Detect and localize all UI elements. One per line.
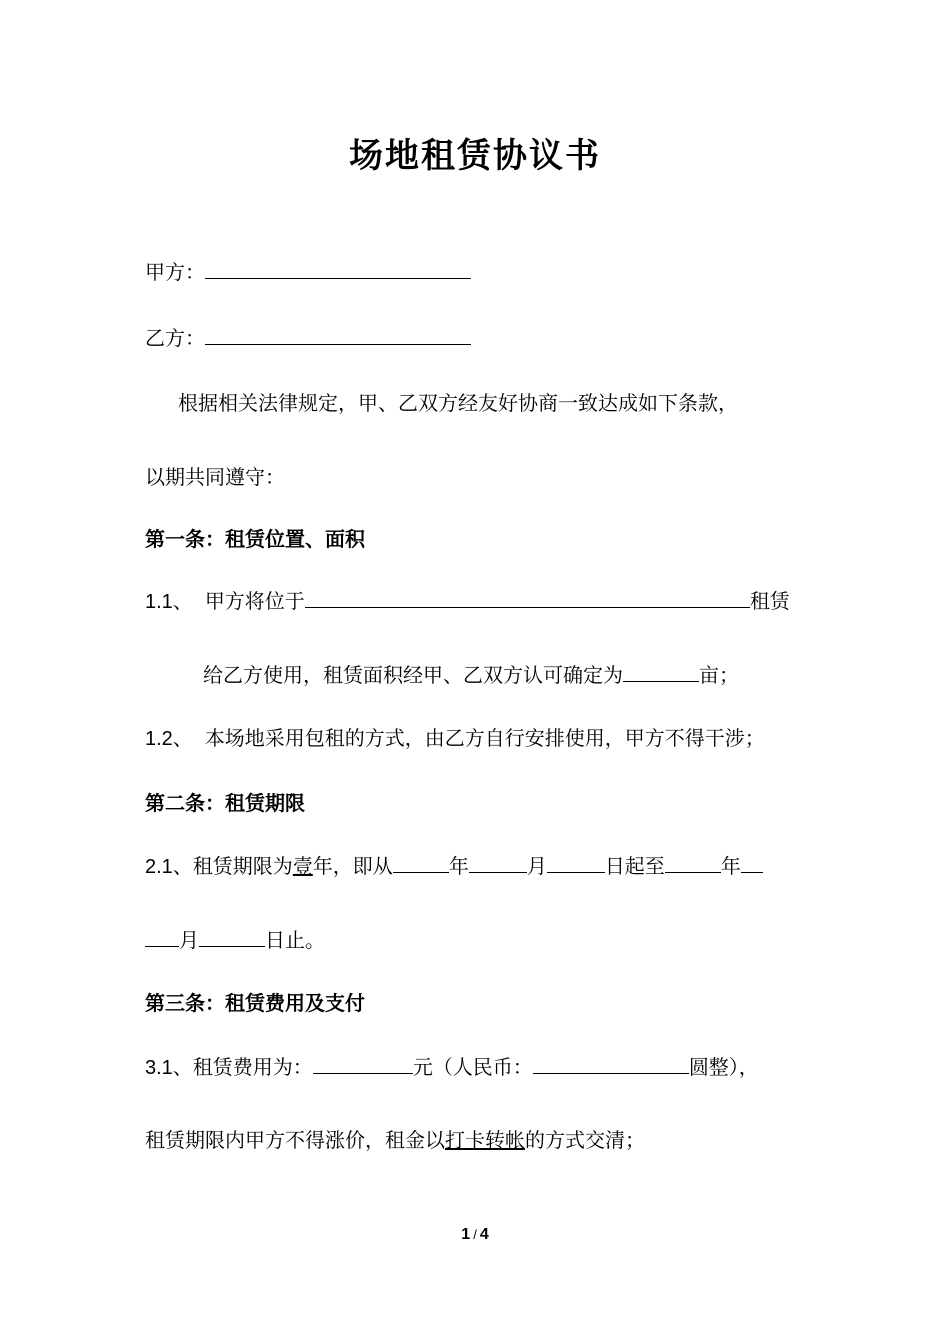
- article-1-heading: 第一条：租赁位置、面积: [145, 527, 365, 551]
- end-year-blank: [665, 852, 721, 873]
- clause-3-1-text-a: 租赁费用为：: [192, 1055, 313, 1079]
- clause-1-2-number: 1.2、: [145, 728, 193, 750]
- article-2-heading: 第二条：租赁期限: [145, 791, 305, 815]
- clause-3-1-text-c: 圆整），: [688, 1055, 759, 1079]
- party-b-line: [145, 324, 471, 351]
- payment-method: 打卡转帐: [445, 1128, 525, 1152]
- clause-2-1-number: 2.1、: [145, 856, 193, 878]
- rent-amount-words-blank: [533, 1053, 689, 1074]
- party-b-label: 乙方：: [145, 326, 205, 350]
- start-year-blank: [393, 852, 449, 873]
- clause-2-1-line-1: [145, 852, 763, 880]
- page-number: [0, 1226, 950, 1244]
- page-separator: /: [473, 1227, 477, 1242]
- clause-1-2-text: 本场地采用包租的方式，由乙方自行安排使用，甲方不得干涉；: [204, 726, 765, 750]
- current-page: 1: [461, 1226, 471, 1243]
- clause-2-1-text-a: 租赁期限为: [192, 854, 293, 878]
- clause-1-1-number: 1.1、: [145, 591, 193, 613]
- clause-1-1-line-1: [145, 587, 790, 615]
- start-month-label: 月: [526, 854, 547, 878]
- total-pages: 4: [479, 1226, 489, 1243]
- area-blank: [623, 661, 699, 682]
- end-month-label: 月: [179, 928, 199, 952]
- clause-1-1-location-blank: [305, 587, 750, 608]
- start-day-blank: [547, 852, 605, 873]
- end-year-label: 年: [720, 854, 741, 878]
- end-day-label: 日止。: [265, 928, 325, 952]
- party-b-blank: [205, 324, 471, 345]
- clause-3-1-line-2-text-b: 的方式交清；: [525, 1128, 645, 1152]
- clause-2-1-text-b: 年，即从: [312, 854, 393, 878]
- intro-line-2: 以期共同遵守：: [145, 465, 285, 489]
- clause-1-1-text-b: 租赁: [749, 589, 790, 613]
- end-month-blank-part-1: [741, 852, 763, 873]
- rent-amount-blank: [313, 1053, 413, 1074]
- area-unit: 亩；: [699, 663, 739, 687]
- clause-3-1-line-1: [145, 1053, 759, 1081]
- start-month-blank: [469, 852, 527, 873]
- lease-term-value: 壹: [292, 854, 313, 878]
- clause-3-1-number: 3.1、: [145, 1057, 193, 1079]
- start-day-label: 日起至: [604, 854, 665, 878]
- clause-3-1-line-2: [145, 1127, 645, 1153]
- end-day-blank: [199, 926, 265, 947]
- end-month-blank-part-2: [145, 926, 179, 947]
- clause-1-1-line-2-text: 给乙方使用，租赁面积经甲、乙双方认可确定为: [203, 663, 623, 687]
- start-year-label: 年: [448, 854, 469, 878]
- party-a-label: 甲方：: [145, 260, 205, 284]
- party-a-line: [145, 258, 471, 285]
- clause-3-1-line-2-text-a: 租赁期限内甲方不得涨价，租金以: [145, 1128, 445, 1152]
- clause-2-1-line-2: [145, 926, 325, 953]
- clause-1-2: [145, 725, 765, 752]
- clause-3-1-text-b: 元（人民币：: [412, 1055, 533, 1079]
- clause-1-1-line-2: [203, 661, 739, 688]
- clause-1-1-text-a: 甲方将位于: [204, 589, 305, 613]
- document-title: 场地租赁协议书: [349, 136, 601, 176]
- intro-line-1: 根据相关法律规定，甲、乙双方经友好协商一致达成如下条款，: [178, 391, 738, 415]
- party-a-blank: [205, 258, 471, 279]
- article-3-heading: 第三条：租赁费用及支付: [145, 991, 365, 1015]
